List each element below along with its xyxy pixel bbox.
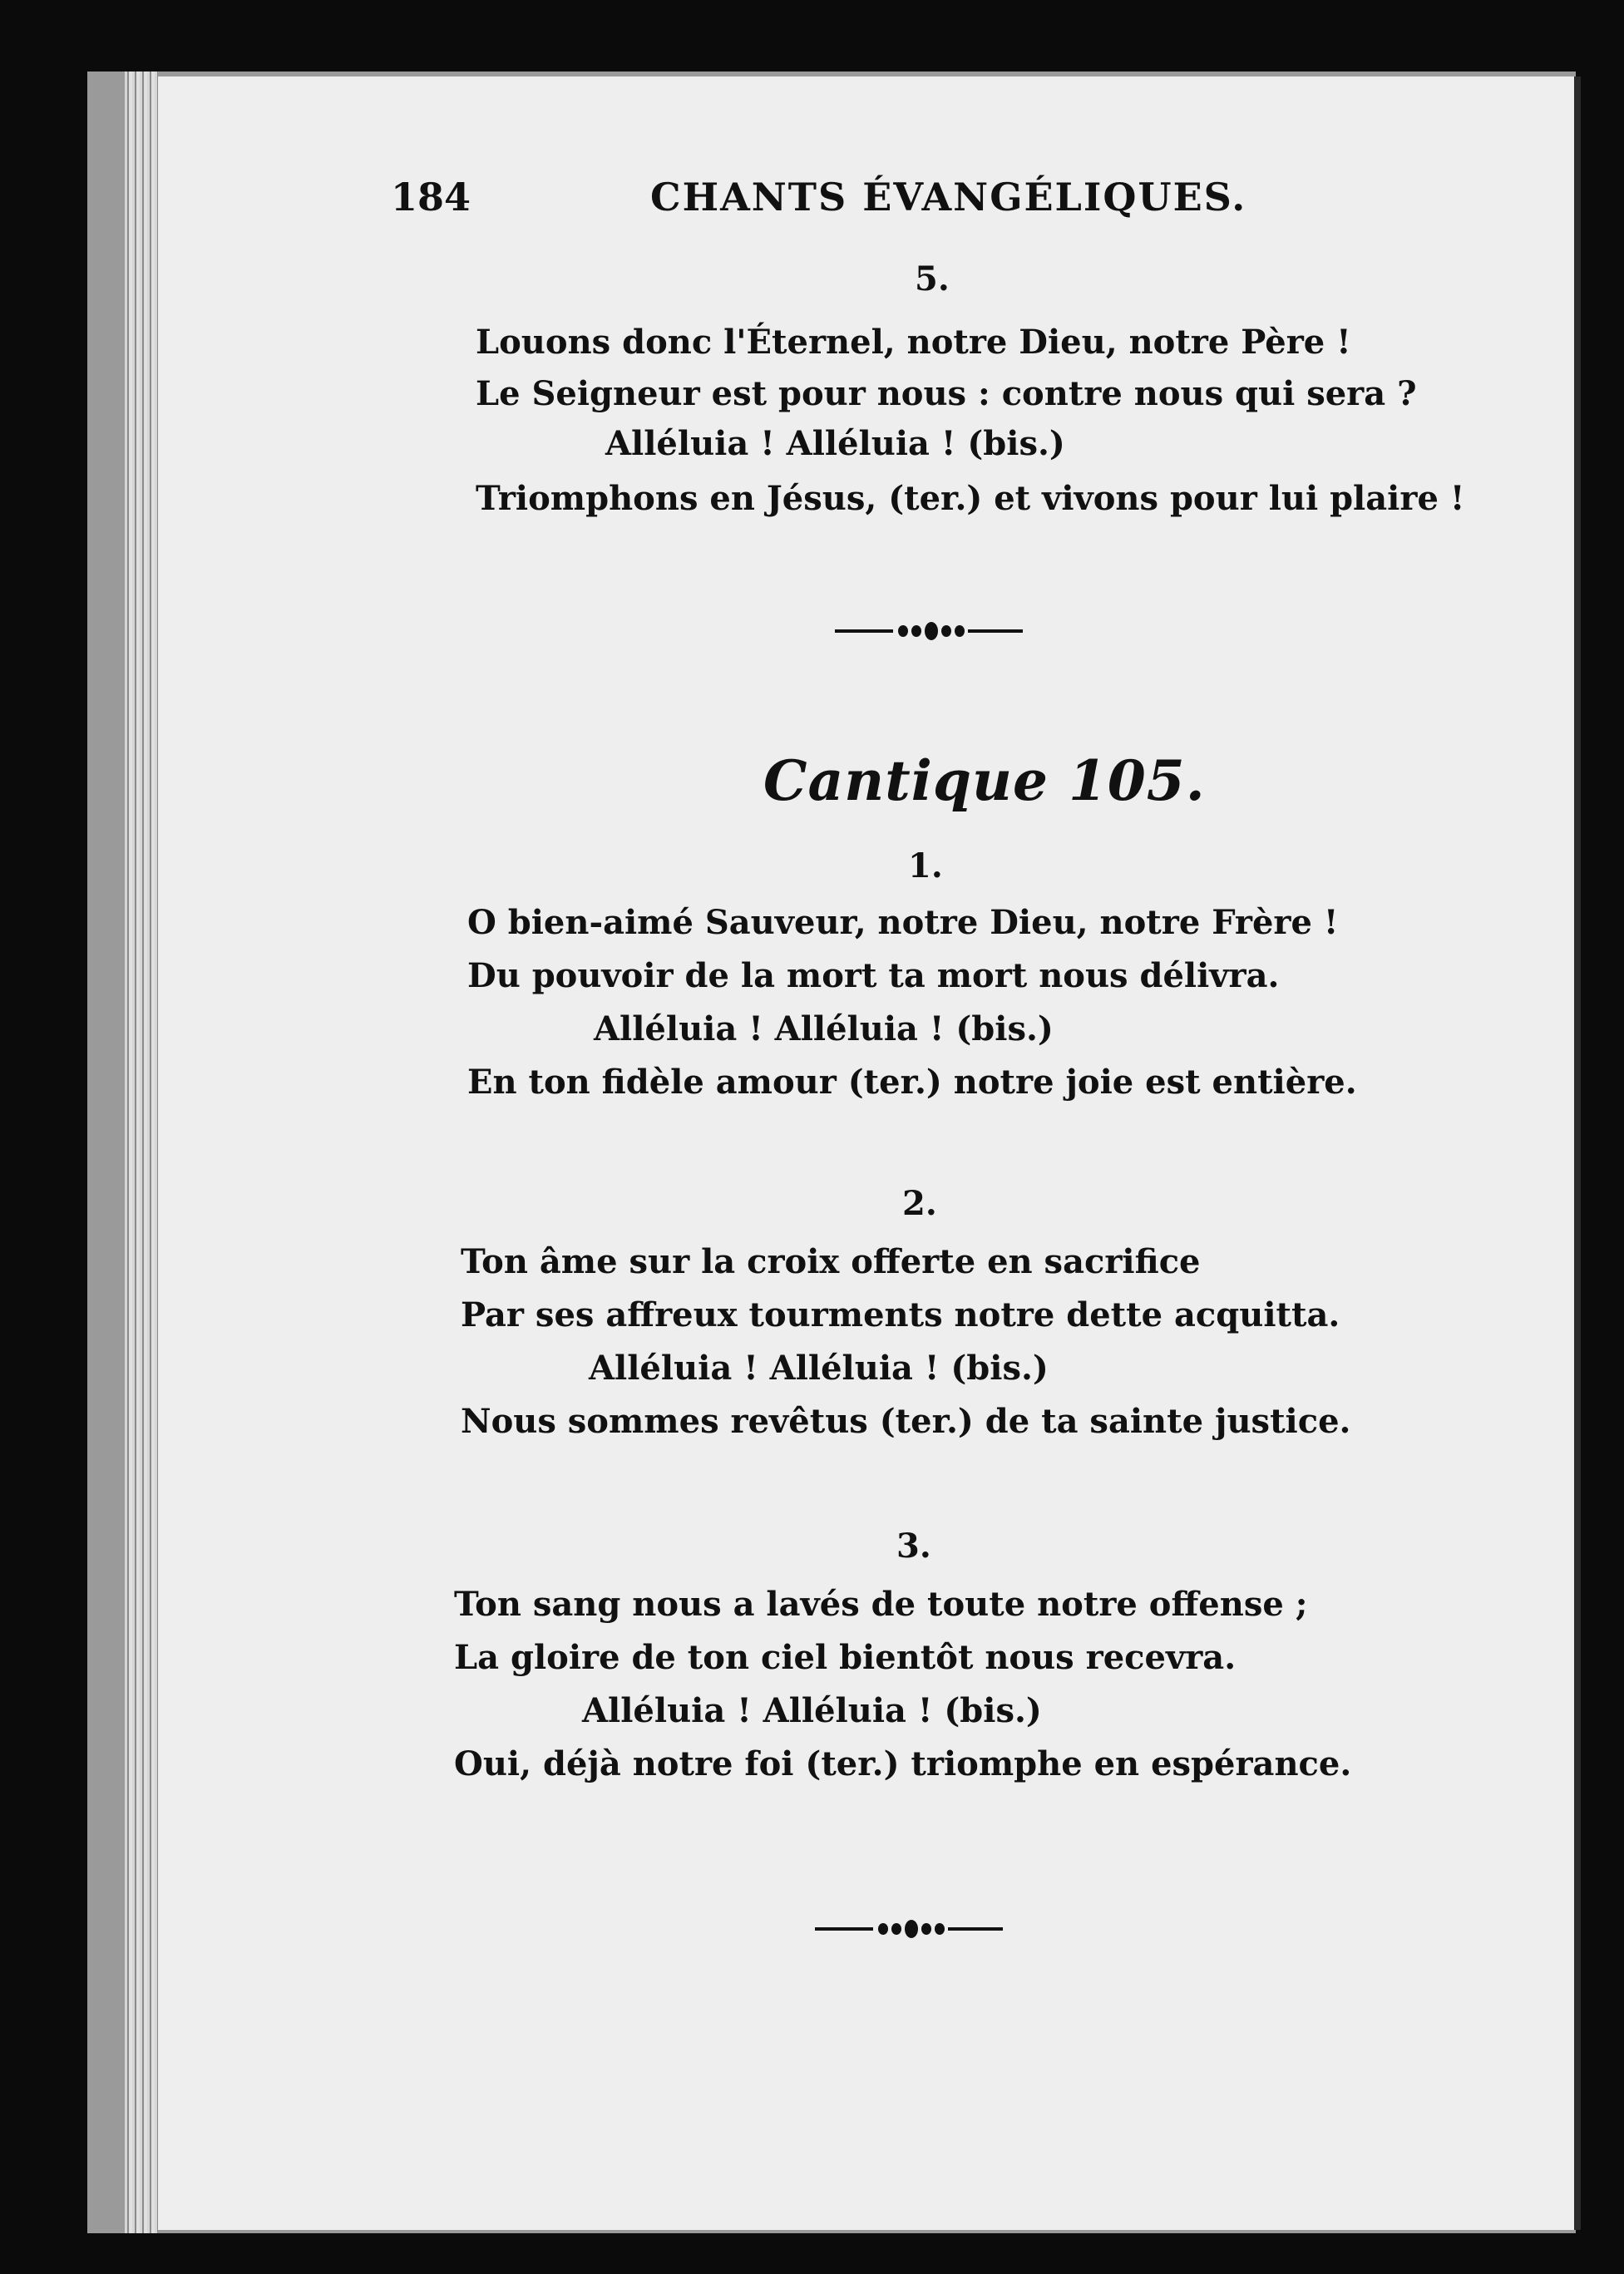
refrain-line: Alléluia ! Alléluia ! (bis.): [582, 1691, 1042, 1730]
verse-line: Oui, déjà notre foi (ter.) triomphe en espérance.: [454, 1744, 1352, 1783]
stanza-number: 2.: [902, 1184, 937, 1223]
verse-line: Par ses affreux tourments notre dette acquitta.: [461, 1295, 1340, 1334]
hymn-title: Cantique 105.: [763, 748, 1206, 813]
verse-line: Le Seigneur est pour nous : contre nous qui sera ?: [476, 374, 1417, 413]
refrain-line: Alléluia ! Alléluia ! (bis.): [605, 424, 1065, 463]
verse-line: Triomphons en Jésus, (ter.) et vivons pour lui plaire !: [476, 479, 1465, 518]
refrain-line: Alléluia ! Alléluia ! (bis.): [594, 1009, 1054, 1048]
ornament-divider: [815, 1916, 1003, 1941]
verse-line: Ton âme sur la croix offerte en sacrifice: [461, 1242, 1201, 1281]
page-right-edge: [1574, 76, 1581, 2230]
page-number: 184: [391, 175, 471, 220]
page-gutter: [125, 72, 158, 2233]
stanza-number: 1.: [908, 846, 943, 885]
ornament-divider: [835, 619, 1023, 644]
verse-line: Louons donc l'Éternel, notre Dieu, notre Père !: [476, 323, 1351, 362]
verse-line: O bien-aimé Sauveur, notre Dieu, notre Frère !: [467, 903, 1339, 942]
verse-line: Du pouvoir de la mort ta mort nous délivra.: [467, 956, 1280, 995]
stanza-number: 3.: [896, 1527, 931, 1566]
running-title: CHANTS ÉVANGÉLIQUES.: [650, 175, 1247, 220]
verse-line: La gloire de ton ciel bientôt nous recevra.: [454, 1638, 1237, 1677]
verse-line: Nous sommes revêtus (ter.) de ta sainte justice.: [461, 1402, 1351, 1441]
stanza-number: 5.: [915, 259, 950, 298]
verse-line: En ton fidèle amour (ter.) notre joie est entière.: [467, 1063, 1357, 1102]
verse-line: Ton sang nous a lavés de toute notre offense ;: [454, 1585, 1308, 1624]
refrain-line: Alléluia ! Alléluia ! (bis.): [589, 1349, 1049, 1388]
